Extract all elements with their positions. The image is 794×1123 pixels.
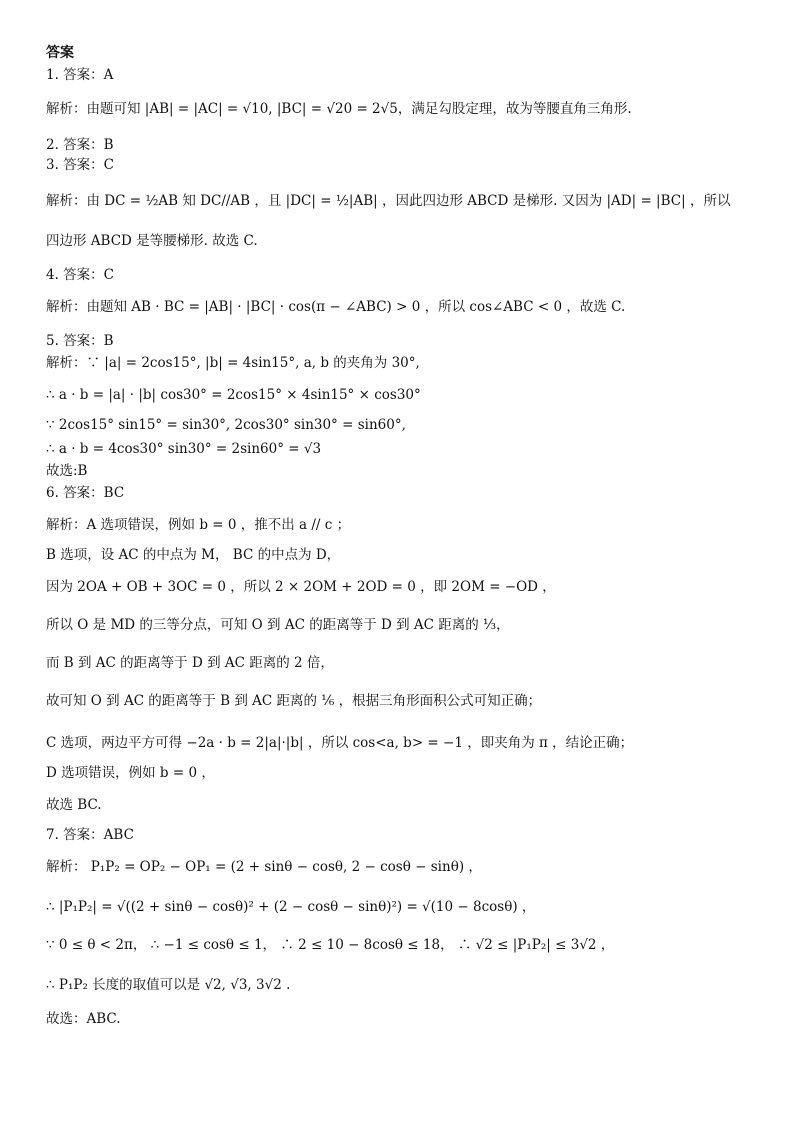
page-title: 答案 — [46, 45, 74, 61]
answer-line-20: 而 B 到 AC 的距离等于 D 到 AC 距离的 2 倍， — [46, 655, 334, 671]
answer-line-6: 四边形 ABCD 是等腰梯形. 故选 C. — [46, 233, 258, 249]
answer-line-25: 7. 答案：ABC — [46, 827, 134, 843]
answer-line-14: 故选:B — [46, 463, 88, 479]
answer-line-12: ∵ 2cos15° sin15° = sin30°, 2cos30° sin30° = sin60°, — [46, 417, 406, 433]
answer-line-28: ∵ 0 ≤ θ < 2π， ∴ −1 ≤ cosθ ≤ 1， ∴ 2 ≤ 10 − 8cosθ ≤ 18， ∴ √2 ≤ |P₁P₂| ≤ 3√2 ， — [46, 937, 615, 953]
answer-line-19: 所以 O 是 MD 的三等分点，可知 O 到 AC 的距离等于 D 到 AC 距离的 ⅓， — [46, 617, 510, 633]
answer-line-24: 故选 BC. — [46, 797, 102, 813]
answer-line-17: B 选项，设 AC 的中点为 M， BC 的中点为 D， — [46, 547, 341, 563]
answer-line-29: ∴ P₁P₂ 长度的取值可以是 √2, √3, 3√2 . — [46, 977, 291, 993]
answer-line-27: ∴ |P₁P₂| = √((2 + sinθ − cosθ)² + (2 − cosθ − sinθ)²) = √(10 − 8cosθ) ， — [46, 899, 536, 915]
answer-line-5: 解析：由 DC = ½AB 知 DC//AB ，且 |DC| = ½|AB| ，因此四边形 ABCD 是梯形. 又因为 |AD| = |BC| ，所以 — [46, 193, 731, 209]
answer-line-16: 解析：A 选项错误，例如 b = 0 ，推不出 a // c ； — [46, 517, 351, 533]
answer-line-7: 4. 答案：C — [46, 267, 115, 283]
answer-line-2: 解析：由题可知 |AB| = |AC| = √10, |BC| = √20 = 2√5，满足勾股定理，故为等腰直角三角形. — [46, 101, 632, 117]
answer-line-22: C 选项，两边平方可得 −2a · b = 2|a|·|b| ，所以 cos<a, b> = −1 ，即夹角为 π ，结论正确； — [46, 735, 634, 751]
answer-line-23: D 选项错误，例如 b = 0 ， — [46, 765, 215, 781]
answer-line-26: 解析： P₁P₂ = OP₂ − OP₁ = (2 + sinθ − cosθ, 2 − cosθ − sinθ) ， — [46, 859, 482, 875]
answer-line-11: ∴ a · b = |a| · |b| cos30° = 2cos15° × 4sin15° × cos30° — [46, 387, 421, 403]
answer-line-30: 故选：ABC. — [46, 1011, 121, 1027]
answer-line-9: 5. 答案：B — [46, 333, 114, 349]
answer-line-18: 因为 2OA + OB + 3OC = 0 ，所以 2 × 2OM + 2OD = 0 ，即 2OM = −OD ， — [46, 579, 556, 595]
answer-line-15: 6. 答案：BC — [46, 485, 125, 501]
answer-line-4: 3. 答案：C — [46, 157, 115, 173]
answer-line-13: ∴ a · b = 4cos30° sin30° = 2sin60° = √3 — [46, 441, 322, 457]
answer-line-3: 2. 答案：B — [46, 137, 114, 153]
answer-line-21: 故可知 O 到 AC 的距离等于 B 到 AC 距离的 ⅙ ，根据三角形面积公式可知正确； — [46, 693, 542, 709]
answer-line-1: 1. 答案：A — [46, 67, 114, 83]
answer-line-8: 解析：由题知 AB · BC = |AB| · |BC| · cos(π − ∠ABC) > 0 ，所以 cos∠ABC < 0 ，故选 C. — [46, 299, 626, 315]
answer-line-10: 解析：∵ |a| = 2cos15°, |b| = 4sin15°, a, b 的夹角为 30°, — [46, 355, 420, 371]
